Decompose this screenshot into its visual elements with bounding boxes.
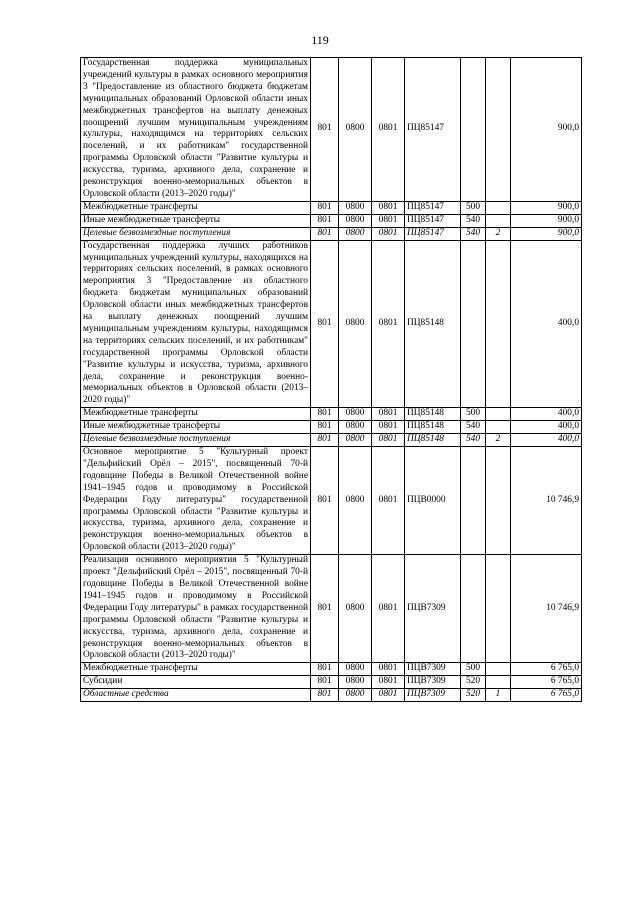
cell-subsection-code: 0801 <box>372 689 405 702</box>
table-row <box>81 676 582 689</box>
cell-section-code: 0800 <box>339 201 372 214</box>
cell-target-article-code: ПЦ85148 <box>405 408 461 421</box>
cell-subsection-code: 0801 <box>372 227 405 240</box>
cell-amount: 900,0 <box>511 58 582 202</box>
table-row <box>81 227 582 240</box>
cell-section-code: 0800 <box>339 421 372 434</box>
cell-section-code: 0800 <box>339 663 372 676</box>
cell-row-name: Субсидии <box>81 676 311 689</box>
cell-expense-type-code: 540 <box>461 421 486 434</box>
cell-grbs-code: 801 <box>311 676 339 689</box>
cell-amount: 900,0 <box>511 227 582 240</box>
cell-target-article-code: ПЦ85147 <box>405 58 461 202</box>
cell-row-name: Основное мероприятие 5 "Культурный проект "Дельфийский Орёл – 2015", посвященный 70-й годовщине Победы в Великой Отечественной войне 1941–1945 годов и проводимому в Российской Федерации Году литературы" государственной программы Орловской области "Развитие культуры и искусства, туризма, архивного дела, сохранение и реконструкция военно-мемориальных объектов в Орловской области (2013–2020 годы)" <box>81 447 311 555</box>
cell-section-code: 0800 <box>339 676 372 689</box>
cell-funding-source-code <box>486 421 511 434</box>
cell-row-name: Целевые безвозмездные поступления <box>81 227 311 240</box>
cell-grbs-code: 801 <box>311 201 339 214</box>
cell-row-name: Реализация основного мероприятия 5 "Культурный проект "Дельфийский Орёл – 2015", посвященный 70-й годовщине Победы в Великой Отечественной войне 1941–1945 годов и проводимому в Российской Федерации Году литературы" в рамках государственной программы Орловской области "Развитие культуры и искусства, туризма, архивного дела, сохранение и реконструкция военно-мемориальных объектов в Орловской области (2013–2020 годы)" <box>81 555 311 663</box>
cell-expense-type-code: 540 <box>461 214 486 227</box>
cell-target-article-code: ПЦВ7309 <box>405 663 461 676</box>
cell-expense-type-code: 500 <box>461 408 486 421</box>
cell-funding-source-code: 1 <box>486 689 511 702</box>
cell-subsection-code: 0801 <box>372 555 405 663</box>
cell-amount: 400,0 <box>511 421 582 434</box>
cell-section-code: 0800 <box>339 555 372 663</box>
cell-expense-type-code: 500 <box>461 201 486 214</box>
cell-grbs-code: 801 <box>311 434 339 447</box>
cell-expense-type-code <box>461 240 486 408</box>
cell-row-name: Межбюджетные трансферты <box>81 408 311 421</box>
table-row <box>81 689 582 702</box>
table-row <box>81 408 582 421</box>
cell-target-article-code: ПЦ85147 <box>405 214 461 227</box>
table-row <box>81 434 582 447</box>
table-row <box>81 214 582 227</box>
table-row <box>81 58 582 202</box>
cell-subsection-code: 0801 <box>372 201 405 214</box>
cell-target-article-code: ПЦ85148 <box>405 434 461 447</box>
cell-expense-type-code: 540 <box>461 227 486 240</box>
cell-target-article-code: ПЦ85147 <box>405 227 461 240</box>
table-row <box>81 240 582 408</box>
cell-row-name: Межбюджетные трансферты <box>81 663 311 676</box>
cell-expense-type-code: 500 <box>461 663 486 676</box>
cell-expense-type-code <box>461 555 486 663</box>
cell-grbs-code: 801 <box>311 240 339 408</box>
cell-amount: 10 746,9 <box>511 555 582 663</box>
cell-grbs-code: 801 <box>311 689 339 702</box>
cell-funding-source-code <box>486 58 511 202</box>
cell-funding-source-code <box>486 676 511 689</box>
cell-section-code: 0800 <box>339 408 372 421</box>
cell-grbs-code: 801 <box>311 214 339 227</box>
cell-subsection-code: 0801 <box>372 58 405 202</box>
cell-subsection-code: 0801 <box>372 408 405 421</box>
cell-grbs-code: 801 <box>311 408 339 421</box>
table-body <box>81 58 582 702</box>
cell-section-code: 0800 <box>339 447 372 555</box>
cell-row-name: Областные средства <box>81 689 311 702</box>
cell-subsection-code: 0801 <box>372 447 405 555</box>
cell-target-article-code: ПЦВ0000 <box>405 447 461 555</box>
table-row <box>81 555 582 663</box>
cell-amount: 400,0 <box>511 434 582 447</box>
cell-section-code: 0800 <box>339 240 372 408</box>
cell-row-name: Межбюджетные трансферты <box>81 201 311 214</box>
cell-funding-source-code <box>486 201 511 214</box>
cell-expense-type-code: 520 <box>461 689 486 702</box>
cell-section-code: 0800 <box>339 227 372 240</box>
cell-funding-source-code: 2 <box>486 227 511 240</box>
cell-funding-source-code <box>486 408 511 421</box>
cell-row-name: Иные межбюджетные трансферты <box>81 214 311 227</box>
cell-grbs-code: 801 <box>311 421 339 434</box>
cell-funding-source-code <box>486 663 511 676</box>
cell-funding-source-code <box>486 214 511 227</box>
cell-expense-type-code: 520 <box>461 676 486 689</box>
cell-funding-source-code: 2 <box>486 434 511 447</box>
cell-expense-type-code <box>461 58 486 202</box>
cell-row-name: Государственная поддержка муниципальных учреждений культуры в рамках основного мероприятия 3 "Предоставление из областного бюджета бюджетам муниципальных образований Орловской области иных межбюджетных трансфертов на выплату денежных поощрений лучшим муниципальным учреждениям культуры, находящимся на территориях сельских поселений, и их работникам" государственной программы Орловской области "Развитие культуры и искусства, туризма, архивного дела, сохранение и реконструкция военно-мемориальных объектов в Орловской области (2013–2020 годы)" <box>81 58 311 202</box>
page-number: 119 <box>311 33 329 47</box>
cell-subsection-code: 0801 <box>372 434 405 447</box>
cell-target-article-code: ПЦ85148 <box>405 421 461 434</box>
cell-funding-source-code <box>486 447 511 555</box>
cell-section-code: 0800 <box>339 58 372 202</box>
cell-target-article-code: ПЦВ7309 <box>405 676 461 689</box>
cell-grbs-code: 801 <box>311 663 339 676</box>
cell-section-code: 0800 <box>339 689 372 702</box>
table-row <box>81 421 582 434</box>
cell-grbs-code: 801 <box>311 555 339 663</box>
cell-section-code: 0800 <box>339 214 372 227</box>
cell-subsection-code: 0801 <box>372 421 405 434</box>
table-row <box>81 663 582 676</box>
table-row <box>81 447 582 555</box>
budget-table <box>80 57 582 702</box>
cell-amount: 6 765,0 <box>511 689 582 702</box>
cell-amount: 900,0 <box>511 214 582 227</box>
cell-target-article-code: ПЦВ7309 <box>405 689 461 702</box>
cell-target-article-code: ПЦ85147 <box>405 201 461 214</box>
table-row <box>81 201 582 214</box>
cell-amount: 6 765,0 <box>511 663 582 676</box>
cell-amount: 900,0 <box>511 201 582 214</box>
cell-grbs-code: 801 <box>311 58 339 202</box>
cell-subsection-code: 0801 <box>372 240 405 408</box>
cell-amount: 400,0 <box>511 240 582 408</box>
cell-amount: 400,0 <box>511 408 582 421</box>
cell-subsection-code: 0801 <box>372 663 405 676</box>
cell-expense-type-code <box>461 447 486 555</box>
cell-expense-type-code: 540 <box>461 434 486 447</box>
cell-subsection-code: 0801 <box>372 214 405 227</box>
cell-row-name: Иные межбюджетные трансферты <box>81 421 311 434</box>
cell-funding-source-code <box>486 555 511 663</box>
cell-funding-source-code <box>486 240 511 408</box>
cell-subsection-code: 0801 <box>372 676 405 689</box>
cell-section-code: 0800 <box>339 434 372 447</box>
cell-target-article-code: ПЦВ7309 <box>405 555 461 663</box>
cell-grbs-code: 801 <box>311 227 339 240</box>
cell-amount: 10 746,9 <box>511 447 582 555</box>
cell-row-name: Государственная поддержка лучших работников муниципальных учреждений культуры, находящихся на территориях сельских поселений, в рамках основного мероприятия 3 "Предоставление из областного бюджета бюджетам муниципальных образований Орловской области иных межбюджетных трансфертов на выплату денежных поощрений лучшим муниципальным учреждениям культуры, находящимся на территориях сельских поселений, и их работникам" государственной программы Орловской области "Развитие культуры и искусства, туризма, архивного дела, сохранение и реконструкция военно-мемориальных объектов в Орловской области (2013–2020 годы)" <box>81 240 311 408</box>
cell-target-article-code: ПЦ85148 <box>405 240 461 408</box>
cell-amount: 6 765,0 <box>511 676 582 689</box>
cell-row-name: Целевые безвозмездные поступления <box>81 434 311 447</box>
cell-grbs-code: 801 <box>311 447 339 555</box>
